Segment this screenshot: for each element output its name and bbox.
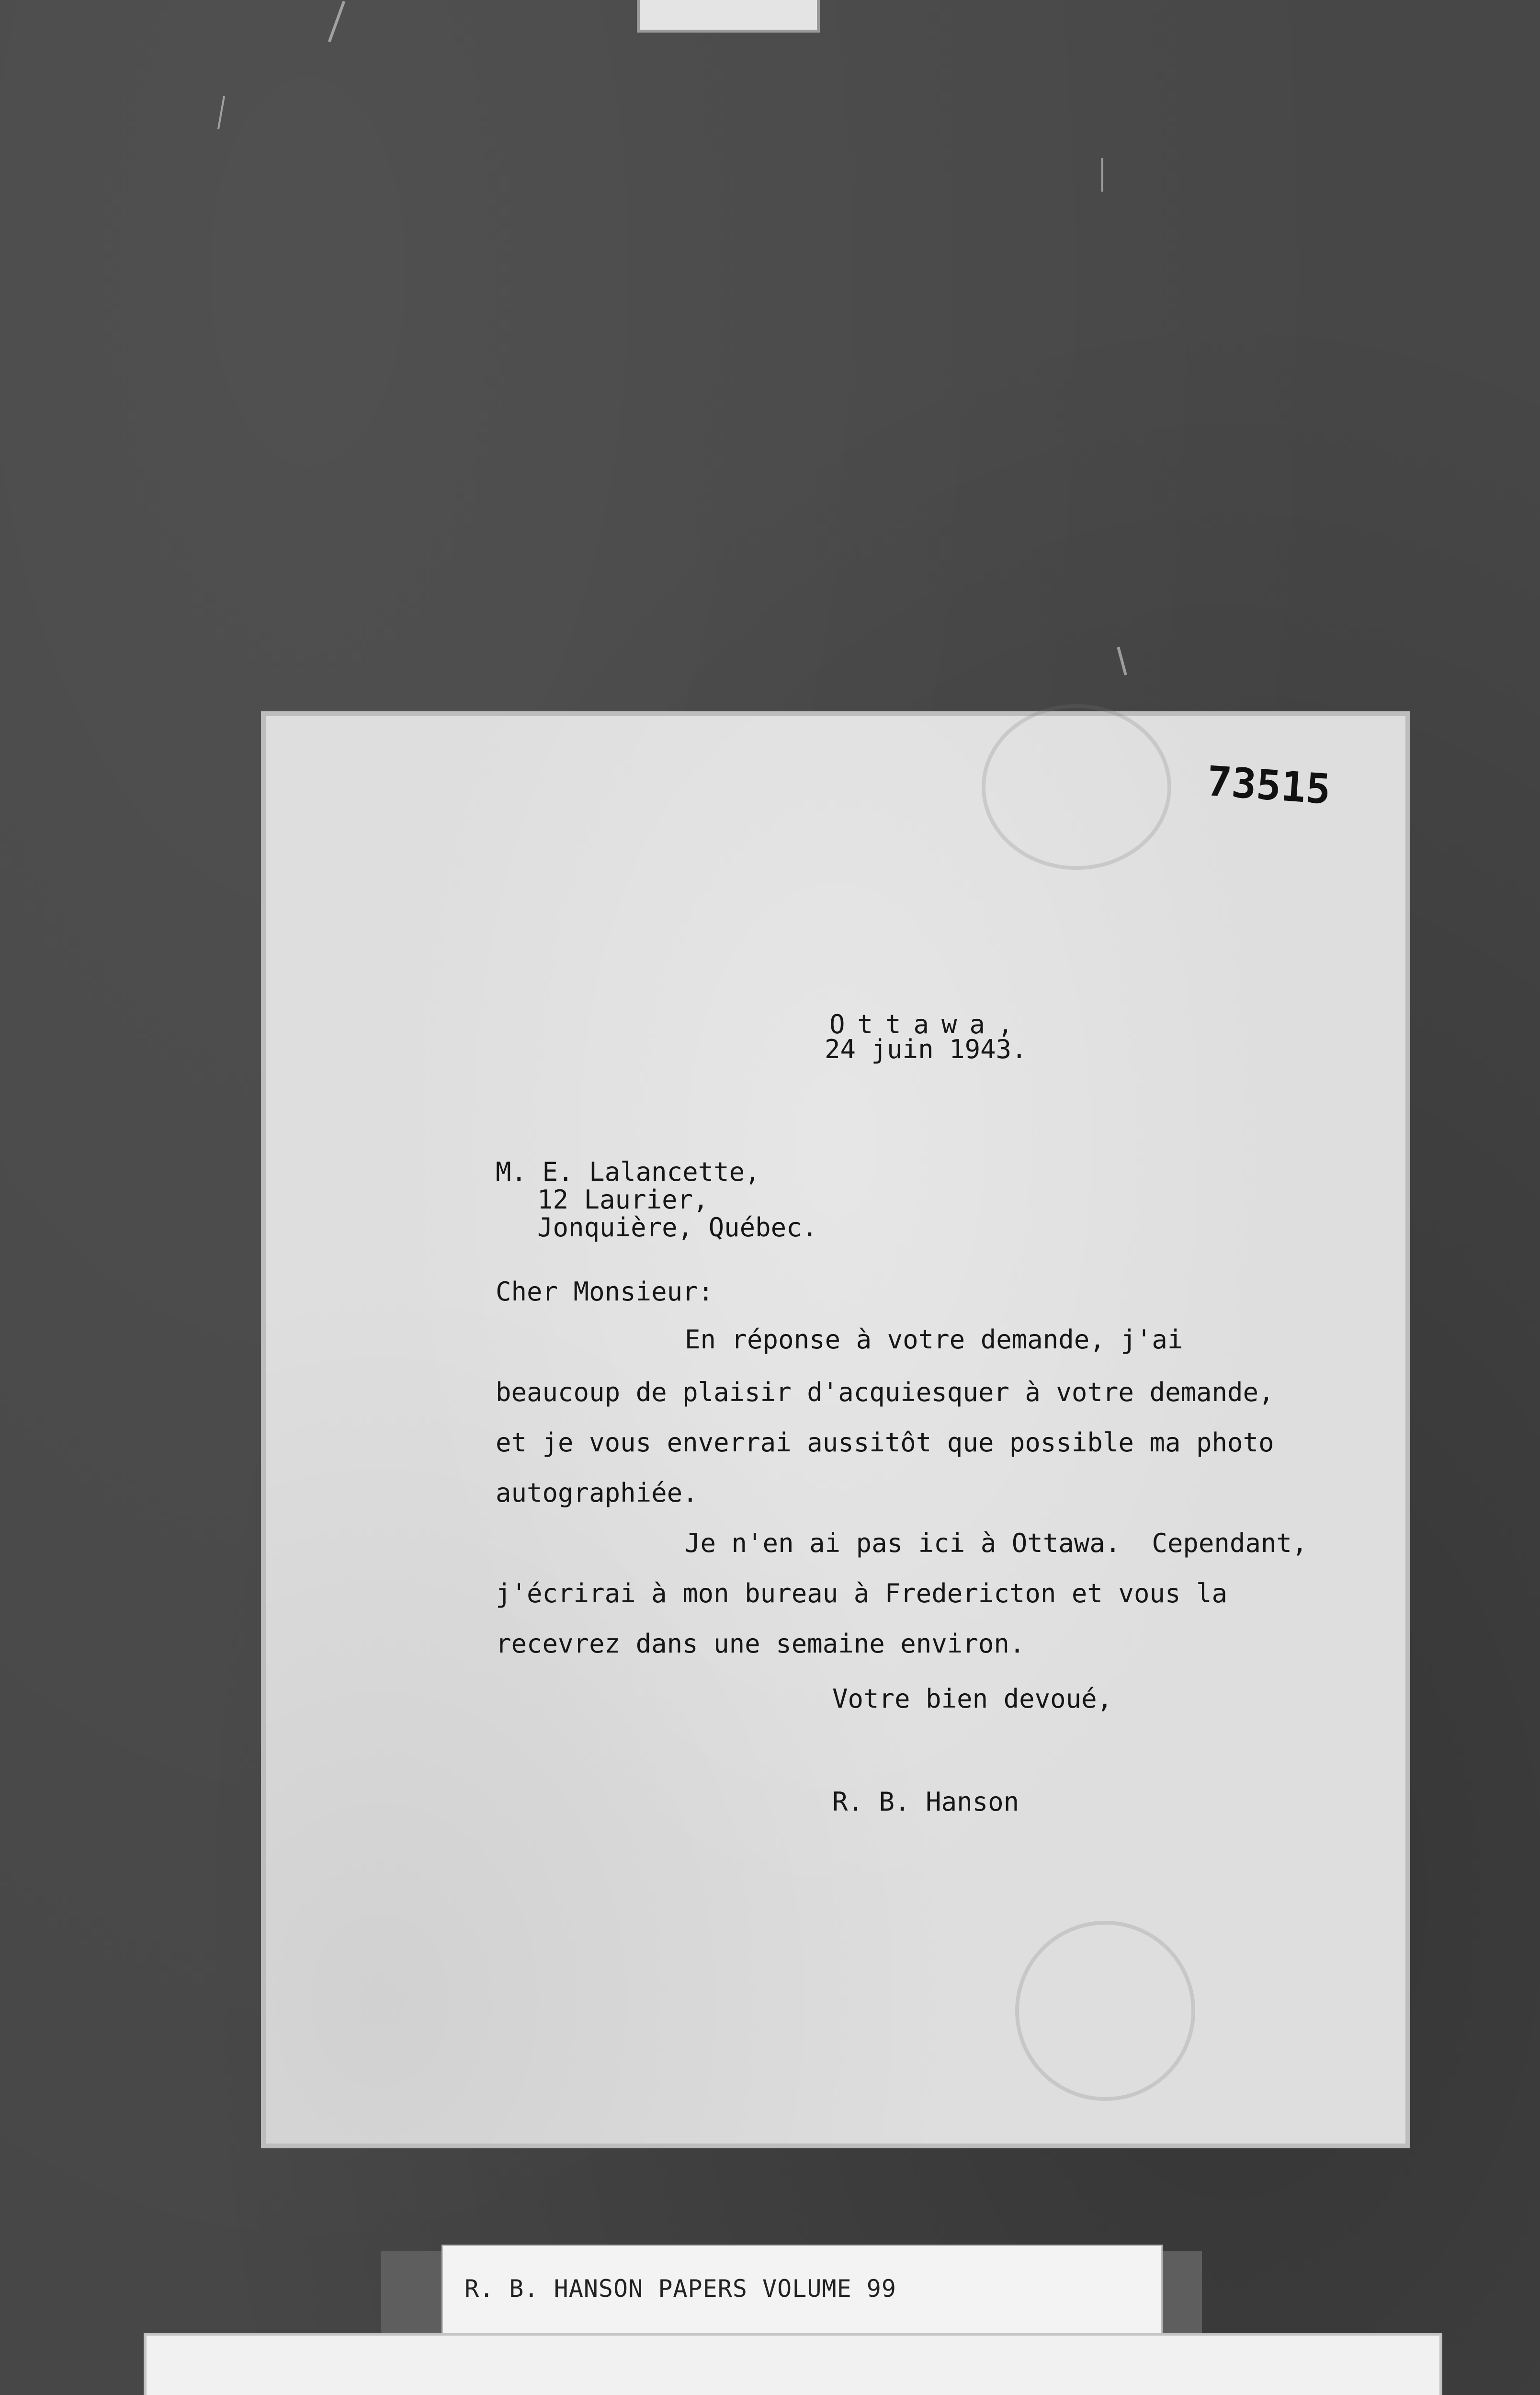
- paragraph2-line2: j'écrirai à mon bureau à Fredericton et vous la: [496, 1578, 1228, 1608]
- film-scratch: [1101, 158, 1103, 192]
- archive-number: 73515: [1205, 757, 1333, 814]
- letter-place: Ottawa,: [829, 1009, 1026, 1039]
- paragraph2-line1: Je n'en ai pas ici à Ottawa. Cependant,: [685, 1528, 1308, 1558]
- letter-date: 24 juin 1943.: [825, 1034, 1027, 1064]
- signature: R. B. Hanson: [832, 1787, 1019, 1817]
- film-scratch: [217, 96, 225, 129]
- salutation: Cher Monsieur:: [496, 1277, 714, 1307]
- top-paper-tab: [637, 0, 820, 33]
- recipient-city: Jonquière, Québec.: [537, 1212, 818, 1243]
- faint-stamp-top: [982, 704, 1171, 870]
- paragraph1-line4: autographiée.: [496, 1478, 698, 1508]
- paragraph2-line3: recevrez dans une semaine environ.: [496, 1629, 1025, 1659]
- archive-card: [144, 2333, 1442, 2395]
- volume-label: [442, 2245, 1163, 2338]
- paragraph1-line2: beaucoup de plaisir d'acquiesquer à votre demande,: [496, 1377, 1274, 1407]
- recipient-name: M. E. Lalancette,: [496, 1157, 760, 1187]
- volume-label-text: R. B. HANSON PAPERS VOLUME 99: [464, 2275, 896, 2303]
- faint-stamp-bottom: [1015, 1921, 1195, 2101]
- film-scratch: [1117, 647, 1127, 675]
- recipient-street: 12 Laurier,: [537, 1185, 709, 1215]
- paragraph1-line1: En réponse à votre demande, j'ai: [685, 1324, 1183, 1355]
- film-scratch: [328, 1, 345, 43]
- paragraph1-line3: et je vous enverrai aussitôt que possible ma photo: [496, 1427, 1274, 1458]
- closing: Votre bien devoué,: [832, 1684, 1113, 1714]
